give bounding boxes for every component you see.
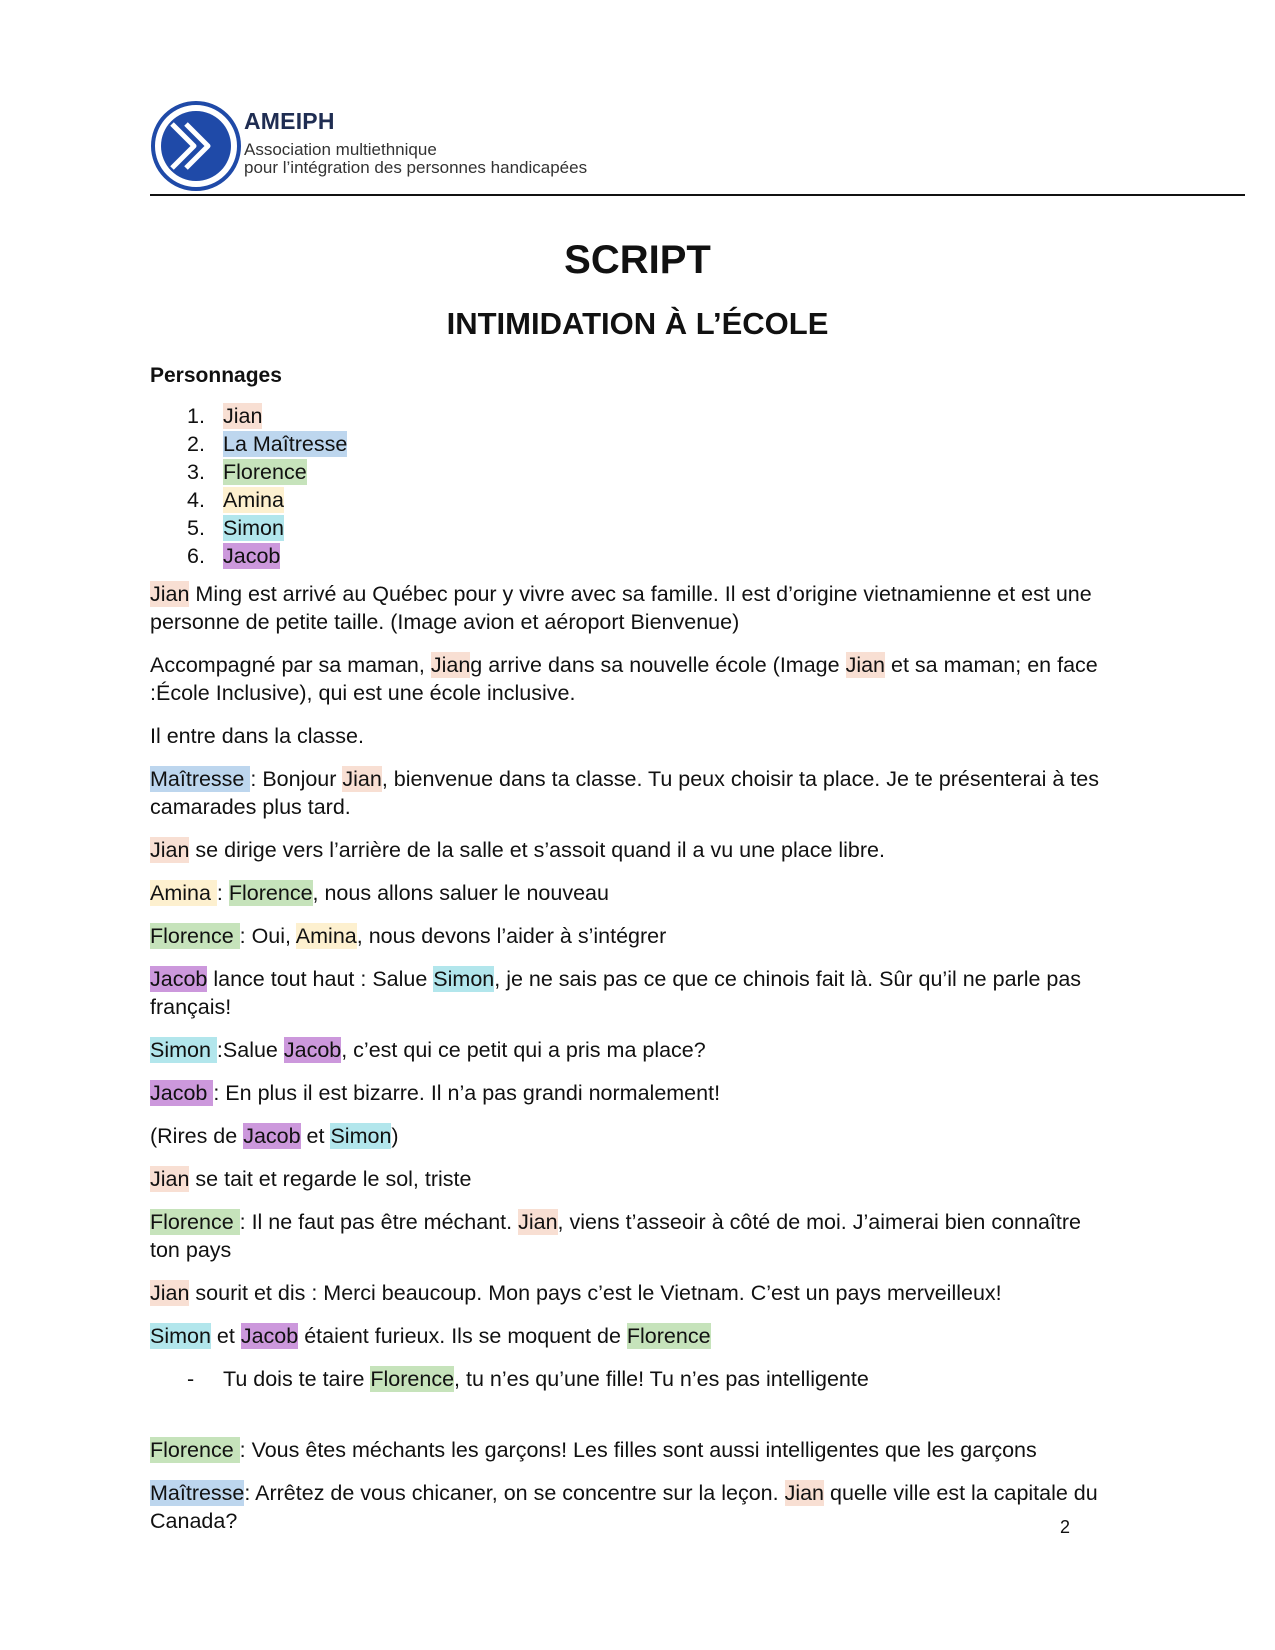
script-body (150, 362, 1110, 1550)
script-paragraph: Maîtresse : Bonjour Jian, bienvenue dans ta classe. Tu peux choisir ta place. Je te présenterai à tes camarades plus tard. (150, 767, 1099, 819)
script-paragraph: Simon :Salue Jacob, c’est qui ce petit qui a pris ma place? (150, 1038, 706, 1062)
script-paragraph: Accompagné par sa maman, Jiang arrive dans sa nouvelle école (Image Jian et sa maman; en face :École Inclusive), qui est une école inclusive. (150, 653, 1098, 705)
script-paragraph: Jian Ming est arrivé au Québec pour y vivre avec sa famille. Il est d’origine vietnamienne et est une personne de petite taille. (Image avion et aéroport Bienvenue) (150, 582, 1092, 634)
character-florence: Florence (223, 460, 307, 484)
script-paragraph: Jacob lance tout haut : Salue Simon, je ne sais pas ce que ce chinois fait là. Sûr qu’il ne parle pas français! (150, 967, 1082, 1019)
character-maitresse: La Maîtresse (223, 432, 348, 456)
character-amina: Amina (223, 488, 284, 512)
character-jian: Jian (223, 404, 263, 428)
characters-heading: Personnages (150, 364, 282, 387)
list-item: 4. Amina (187, 488, 284, 512)
org-abbreviation: AMEIPH (244, 108, 335, 134)
list-item: 1. Jian (187, 404, 263, 428)
script-paragraph: Jacob : En plus il est bizarre. Il n’a pas grandi normalement! (150, 1081, 721, 1105)
list-item: 6. Jacob (187, 544, 281, 568)
character-jacob: Jacob (223, 544, 281, 568)
header-divider (150, 194, 1245, 196)
script-paragraph: Amina : Florence, nous allons saluer le nouveau (150, 881, 609, 905)
document-title: SCRIPT (564, 238, 711, 282)
page-number: 2 (1060, 1517, 1071, 1537)
script-paragraph: Jian se dirige vers l’arrière de la salle et s’assoit quand il a vu une place libre. (150, 838, 885, 862)
org-name-line-2: pour l’intégration des personnes handicapées (244, 158, 588, 177)
dash-list-item: - Tu dois te taire Florence, tu n’es qu’une fille! Tu n’es pas intelligente (187, 1367, 869, 1391)
script-paragraph: Jian se tait et regarde le sol, triste (150, 1167, 472, 1191)
characters-list (150, 402, 1110, 570)
script-paragraph: (Rires de Jacob et Simon) (150, 1124, 399, 1148)
script-paragraph: Florence : Vous êtes méchants les garçons! Les filles sont aussi intelligentes que les garçons (150, 1438, 1037, 1462)
org-name-line-1: Association multiethnique (244, 140, 437, 159)
character-simon: Simon (223, 516, 284, 540)
script-paragraph: Jian sourit et dis : Merci beaucoup. Mon pays c’est le Vietnam. C’est un pays merveilleux! (150, 1281, 1002, 1305)
ameiph-logo (150, 100, 242, 192)
blank-line (150, 1408, 1110, 1436)
script-paragraph: Florence : Il ne faut pas être méchant. Jian, viens t’asseoir à côté de moi. J’aimerai bien connaître ton pays (150, 1210, 1081, 1262)
list-item: 2. La Maîtresse (187, 432, 348, 456)
list-item: 3. Florence (187, 460, 307, 484)
script-paragraph: Il entre dans la classe. (150, 724, 364, 748)
list-item: 5. Simon (187, 516, 284, 540)
document-subtitle: INTIMIDATION À L’ÉCOLE (446, 306, 829, 341)
script-paragraph: Simon et Jacob étaient furieux. Ils se moquent de Florence (150, 1324, 711, 1348)
document-header (150, 100, 1245, 196)
script-paragraph: Florence : Oui, Amina, nous devons l’aider à s’intégrer (150, 924, 667, 948)
script-paragraph: Maîtresse: Arrêtez de vous chicaner, on se concentre sur la leçon. Jian quelle ville est la capitale du Canada? (150, 1481, 1098, 1533)
